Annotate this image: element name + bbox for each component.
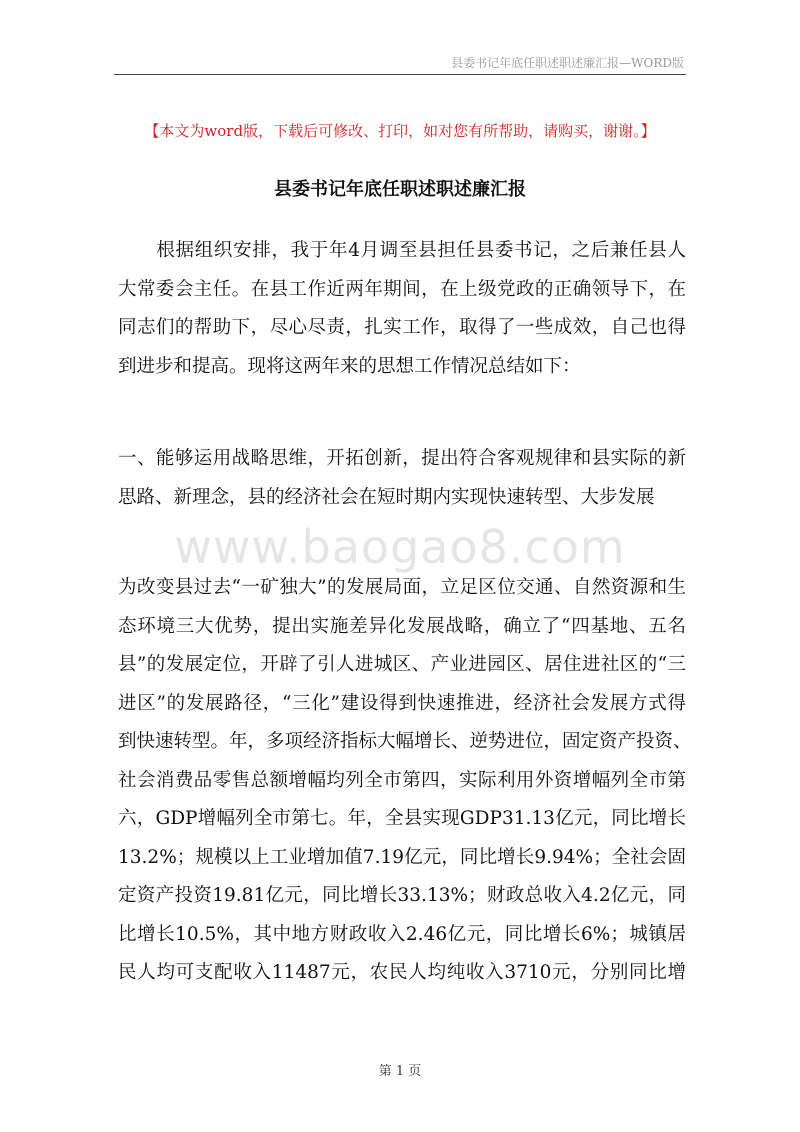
purchase-notice: 【本文为word版，下载后可修改、打印，如对您有所帮助，请购买，谢谢。】 xyxy=(144,122,656,140)
text-line: 民人均可支配收入11487元，农民人均纯收入3710元，分别同比增 xyxy=(118,962,686,983)
text-line: 比增长10.5%，其中地方财政收入2.46亿元，同比增长6%；城镇居 xyxy=(118,923,686,945)
text-line: 到进步和提高。现将这两年来的思想工作情况总结如下： xyxy=(118,355,581,377)
text-line: 思路、新理念，县的经济社会在短时期内实现快速转型、大步发展 xyxy=(118,486,655,508)
text-line: 县”的发展定位，开辟了引人进城区、产业进园区、居住进社区的“三 xyxy=(118,654,686,675)
text-line: 同志们的帮助下，尽心尽责，扎实工作，取得了一些成效，自己也得 xyxy=(118,317,686,338)
text-line: 态环境三大优势，提出实施差异化发展战略，确立了“四基地、五名 xyxy=(118,615,686,637)
text-line: 六，GDP增幅列全市第七。年，全县实现GDP31.13亿元，同比增长 xyxy=(118,808,686,829)
page-number: 第 1 页 xyxy=(378,1064,422,1079)
text-line: 为改变县过去“一矿独大”的发展局面，立足区位交通、自然资源和生 xyxy=(118,577,686,598)
text-line: 定资产投资19.81亿元，同比增长33.13%；财政总收入4.2亿元，同 xyxy=(118,885,686,906)
header-title: 县委书记年底任职述职述廉汇报—WORD版 xyxy=(451,56,684,70)
watermark: www.baogao8.com xyxy=(174,520,626,574)
text-line: 进区”的发展路径，“三化”建设得到快速推进，经济社会发展方式得 xyxy=(118,692,686,714)
text-line: 根据组织安排，我于年4月调至县担任县委书记，之后兼任县人 xyxy=(118,240,686,261)
paragraph-body xyxy=(118,569,692,993)
text-line: 13.2%；规模以上工业增加值7.19亿元，同比增长9.94%；全社会固 xyxy=(118,846,686,868)
text-line: 大常委会主任。在县工作近两年期间，在上级党政的正确领导下，在 xyxy=(118,278,686,300)
document-title: 县委书记年底任职述职述廉汇报 xyxy=(274,179,526,200)
section-heading-1 xyxy=(118,440,686,517)
paragraph-intro xyxy=(118,232,686,386)
page-header xyxy=(114,52,686,75)
text-line: 到快速转型。年，多项经济指标大幅增长、逆势进位，固定资产投资、 xyxy=(118,731,692,752)
text-line: 社会消费品零售总额增幅均列全市第四，实际利用外资增幅列全市第 xyxy=(118,769,686,791)
text-line: 一、能够运用战略思维，开拓创新，提出符合客观规律和县实际的新 xyxy=(118,448,686,469)
